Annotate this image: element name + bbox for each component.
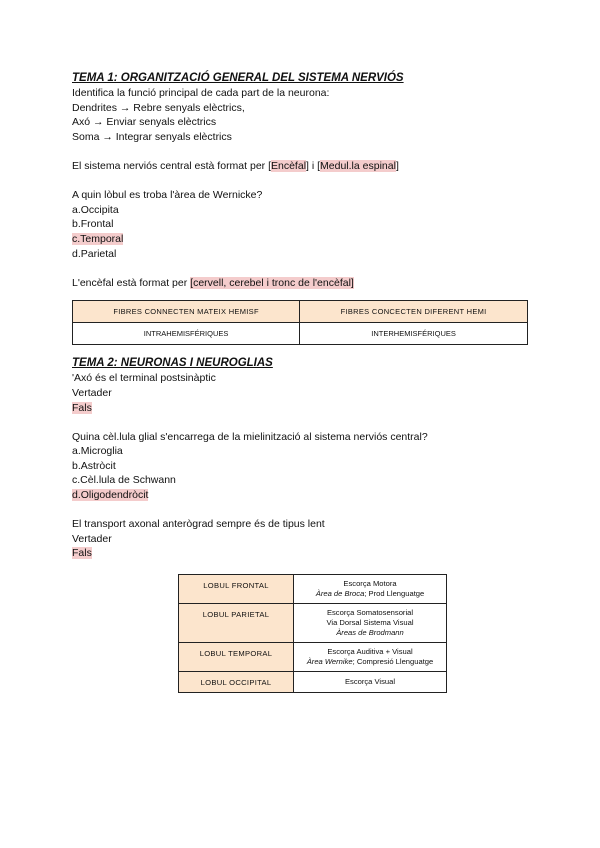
fibres-table	[72, 300, 528, 345]
tema1-q3-option: d.Parietal	[72, 247, 117, 260]
tema2-q1-option: Vertader	[72, 386, 112, 399]
lobul-name: LOBUL PARIETAL	[179, 604, 294, 643]
tema2-q2-option: b.Astròcit	[72, 459, 116, 472]
lobul-description: Escorça Auditiva + Visual Àrea Wernike; Compresió Llenguatge	[294, 643, 447, 672]
tema1-q4-answer: [cervell, cerebel i tronc de l'encèfal]	[190, 276, 354, 289]
tema2-title: TEMA 2: NEURONAS I NEUROGLIAS	[72, 357, 273, 370]
lobul-description: Escorça Motora Àrea de Broca; Prod Llenguatge	[294, 575, 447, 604]
tema1-title: TEMA 1: ORGANITZACIÓ GENERAL DEL SISTEMA NERVIÓS	[72, 72, 404, 84]
tema2-q2-prompt: Quina cèl.lula glial s'encarrega de la mielinització al sistema nerviós central?	[72, 430, 428, 443]
tema1-q3-option-correct: c.Temporal	[72, 232, 124, 245]
lobul-description: Escorça Visual	[294, 672, 447, 693]
tema2-q1-option-correct: Fals	[72, 401, 92, 414]
tema1-q1-prompt: Identifica la funció principal de cada part de la neurona:	[72, 87, 330, 99]
tema2-q2-option: c.Cèl.lula de Schwann	[72, 474, 176, 487]
table-row	[179, 672, 447, 693]
table-row	[179, 604, 447, 643]
tema2-q2-option-correct: d.Oligodendròcit	[72, 489, 149, 502]
tema1-q3-prompt: A quin lòbul es troba l'àrea de Wernicke?	[72, 189, 263, 202]
tema1-q1-answer: Axó → Enviar senyals elèctrics	[72, 116, 217, 129]
tema1-q2-answer-1: Encèfal	[271, 159, 307, 172]
tema2-q1-prompt: 'Axó és el terminal postsinàptic	[72, 372, 216, 385]
tema1-q3-option: a.Occipita	[72, 203, 119, 216]
document-body	[72, 70, 532, 561]
tema2-q3-prompt: El transport axonal anterògrad sempre és de tipus lent	[72, 518, 325, 531]
tema2-q2-option: a.Microglia	[72, 445, 123, 458]
table-row	[179, 575, 447, 604]
tema1-q3-option: b.Frontal	[72, 218, 114, 231]
tema1-q4: L'encèfal està format per [cervell, cerebel i tronc de l'encèfal]	[72, 276, 354, 289]
fibres-cell: INTERHEMISFÉRIQUES	[300, 323, 528, 345]
lobul-description: Escorça Somatosensorial Via Dorsal Sistema Visual Àreas de Brodmann	[294, 604, 447, 643]
lobul-name: LOBUL TEMPORAL	[179, 643, 294, 672]
table-row	[179, 643, 447, 672]
tema2-q3-option-correct: Fals	[72, 547, 92, 560]
fibres-cell: INTRAHEMISFÉRIQUES	[73, 323, 300, 345]
fibres-header: FIBRES CONNECTEN MATEIX HEMISF	[73, 301, 300, 323]
tema1-q1-answer: Dendrites → Rebre senyals elèctrics,	[72, 101, 245, 114]
tema1-q2-answer-2: Medul.la espinal	[320, 159, 396, 172]
lobul-name: LOBUL OCCIPITAL	[179, 672, 294, 693]
tema2-q3-option: Vertader	[72, 532, 112, 545]
tema1-q1-answer: Soma → Integrar senyals elèctrics	[72, 130, 232, 143]
tema1-q2: El sistema nerviós central està format per [Encèfal] i [Medul.la espinal]	[72, 159, 399, 172]
lobul-name: LOBUL FRONTAL	[179, 575, 294, 604]
fibres-header: FIBRES CONCECTEN DIFERENT HEMI	[300, 301, 528, 323]
lobuls-table	[178, 574, 447, 693]
